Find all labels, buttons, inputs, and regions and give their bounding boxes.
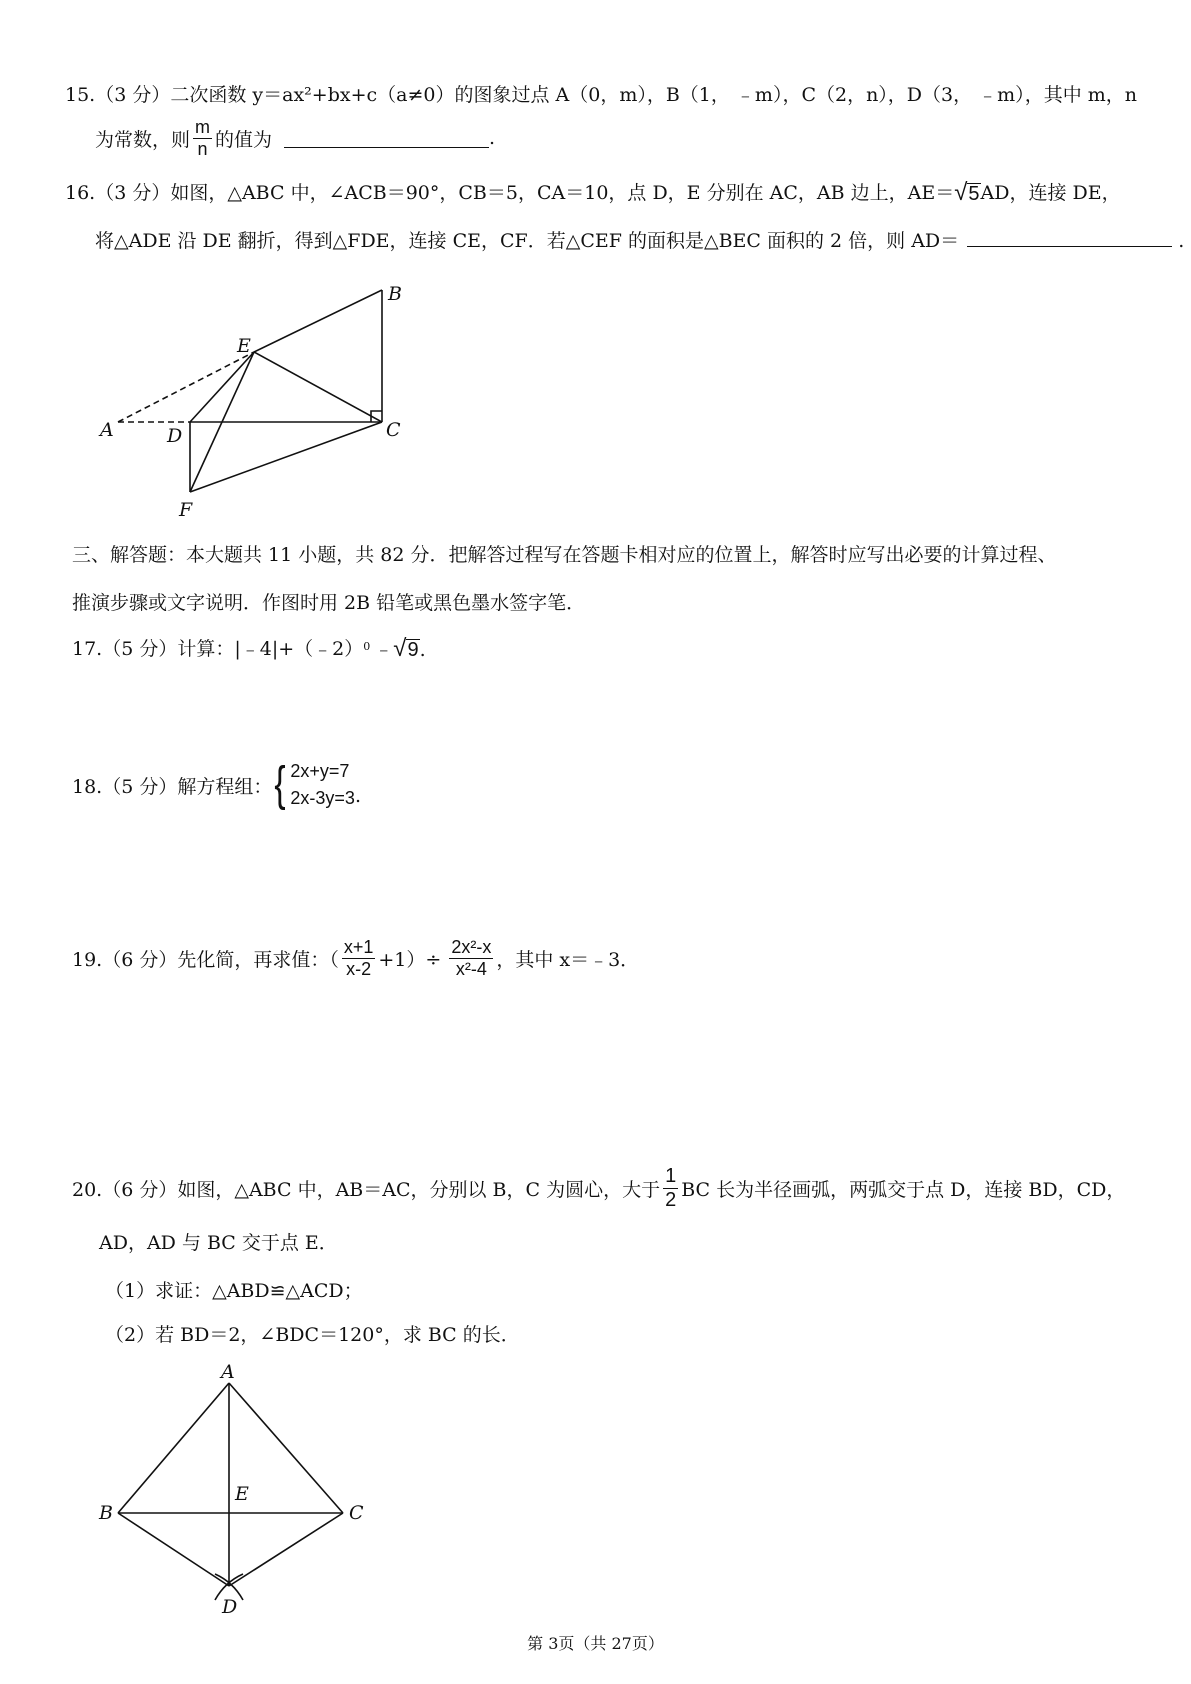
q20-part2: （2）若 BD＝2，∠BDC＝120°，求 BC 的长． <box>105 1324 520 1346</box>
left-brace-icon: { <box>274 758 286 811</box>
q19-f1-num: x+1 <box>343 937 374 957</box>
q20-part1: （1）求证：△ABD≌△ACD； <box>105 1280 363 1302</box>
q18-eq2: 2x-3y=3 <box>290 788 355 808</box>
q20-line1-after: BC 长为半径画弧，两弧交于点 D，连接 BD，CD， <box>681 1179 1126 1201</box>
q18-end: . <box>354 785 361 807</box>
q20-line2: AD，AD 与 BC 交于点 E． <box>99 1232 338 1254</box>
q16-label-A: A <box>100 419 114 441</box>
q18-before: 18.（5 分）解方程组： <box>72 775 273 798</box>
q19-f2-num: 2x²-x <box>451 937 492 957</box>
q16-label-B: B <box>388 283 402 305</box>
q15-line2-after: 的值为 <box>215 128 273 151</box>
q18-eq1: 2x+y=7 <box>290 761 350 781</box>
q17-before: 17.（5 分）计算：|﹣4|+（﹣2） <box>72 638 364 660</box>
radical-icon: √ <box>954 179 968 206</box>
q20-label-C: C <box>349 1502 364 1524</box>
q19-before: 19.（6 分）先化简，再求值：（ <box>72 948 339 971</box>
q20-line1-before: 20.（6 分）如图，△ABC 中，AB＝AC，分别以 B，C 为圆心，大于 <box>72 1179 661 1201</box>
q20-half-num: 1 <box>665 1165 677 1187</box>
q15-frac-den: n <box>197 138 208 159</box>
q20-half-den: 2 <box>665 1189 677 1211</box>
q19-after: ，其中 x＝﹣3． <box>496 948 640 971</box>
q20-label-B: B <box>99 1502 113 1524</box>
q20-label-A: A <box>221 1361 235 1383</box>
q15-line1: 15.（3 分）二次函数 y＝ax²+bx+c（a≠0）的图象过点 A（0，m），B（1， ﹣m），C（2，n），D（3， ﹣m），其中 m，n <box>65 84 1137 106</box>
q17-exponent: 0 <box>363 640 371 653</box>
q20-label-E: E <box>235 1483 249 1505</box>
q16-label-F: F <box>179 499 193 521</box>
q19-f1-den: x-2 <box>346 958 372 979</box>
q16-line1-before: 16.（3 分）如图，△ABC 中，∠ACB＝90°，CB＝5，CA＝10，点 D，E 分别在 AC，AB 边上，AE＝ <box>65 182 955 204</box>
segment-CD <box>229 1513 343 1586</box>
q16-line1-after: AD，连接 DE， <box>980 182 1121 204</box>
q19-f2-den: x²-4 <box>455 958 487 979</box>
q15-end: . <box>489 127 496 150</box>
q19-mid: +1）÷ <box>378 948 442 971</box>
q16-label-D: D <box>167 425 183 447</box>
q17-minus: ﹣ <box>374 638 394 660</box>
q16-sqrt-value: 5 <box>968 183 980 205</box>
q15-line2-before: 为常数，则 <box>95 128 191 151</box>
section3-line1: 三、解答题：本大题共 11 小题，共 82 分．把解答过程写在答题卡相对应的位置上，解答时应写出必要的计算过程、 <box>72 544 1057 566</box>
q16-end: . <box>1178 230 1185 252</box>
q16-line2-text: 将△ADE 沿 DE 翻折，得到△FDE，连接 CE，CF．若△CEF 的面积是△BEC 面积的 2 倍，则 AD＝ <box>95 230 960 252</box>
q17-end: . <box>419 639 426 661</box>
q16-label-C: C <box>386 419 401 441</box>
q17-sqrt-value: 9 <box>407 639 419 661</box>
segment-AB <box>118 1383 229 1513</box>
section3-line2: 推演步骤或文字说明．作图时用 2B 铅笔或黑色墨水签字笔． <box>72 592 586 614</box>
radical-icon: √ <box>393 635 407 662</box>
segment-BD <box>118 1513 229 1586</box>
q20-label-D: D <box>222 1596 238 1618</box>
q15-frac-num: m <box>195 117 211 137</box>
page-footer: 第 3页（共 27页） <box>527 1634 664 1653</box>
q16-label-E: E <box>237 335 251 357</box>
